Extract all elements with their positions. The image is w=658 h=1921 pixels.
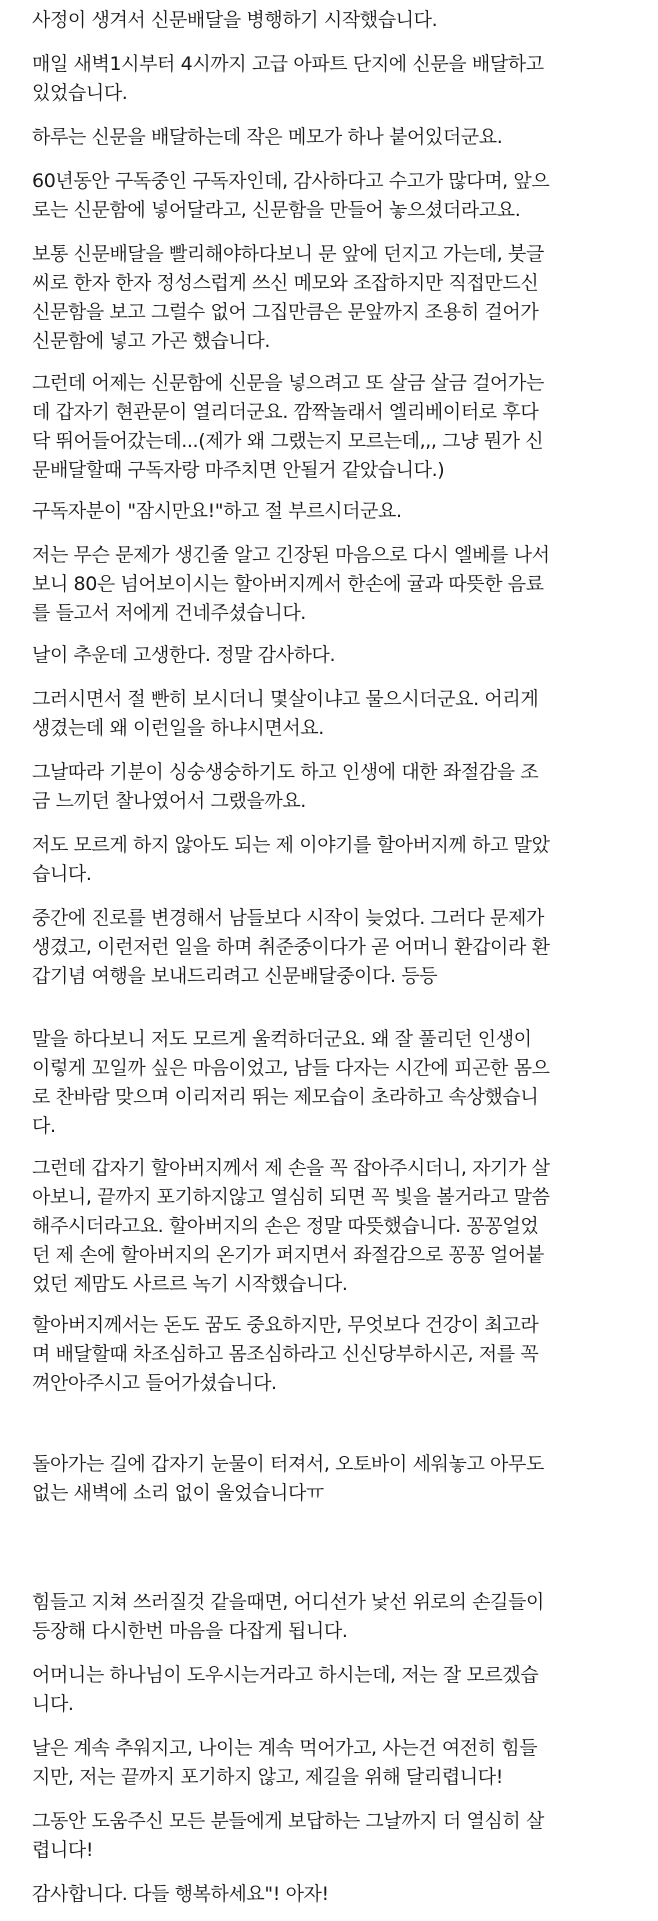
paragraph-8: 저는 무슨 문제가 생긴줄 알고 긴장된 마음으로 다시 엘베를 나서 보니 80은 넘어보이시는 할아버지께서 한손에 귤과 따뜻한 음료 를 들고서 저에게 건네주셨습니다.	[32, 544, 550, 624]
paragraph-4: 60년동안 구독중인 구독자인데, 감사하다고 수고가 많다며, 앞으 로는 신문함에 넣어달라고, 신문함을 만들어 놓으셨더라고요.	[32, 170, 550, 221]
paragraph-5: 보통 신문배달을 빨리해야하다보니 문 앞에 던지고 가는데, 붓글 씨로 한자 한자 정성스럽게 쓰신 메모와 조잡하지만 직접만드신 신문함을 보고 그럴수 없어 그집만큼은 문앞까지 조용히 걸어가 신문함에 넣고 가곤 했습니다.	[32, 243, 544, 352]
paragraph-13: 중간에 진로를 변경해서 남들보다 시작이 늦었다. 그러다 문제가 생겼고, 이런저런 일을 하며 취준중이다가 곧 어머니 환갑이라 환 갑기념 여행을 보내드리려고 신문배달중이다. 등등	[32, 907, 550, 987]
paragraph-11: 그날따라 기분이 싱숭생숭하기도 하고 인생에 대한 좌절감을 조 금 느끼던 찰나였어서 그랬을까요.	[32, 761, 539, 812]
paragraph-2: 매일 새벽1시부터 4시까지 고급 아파트 단지에 신문을 배달하고 있었습니다.	[32, 53, 544, 104]
paragraph-20: 날은 계속 추워지고, 나이는 계속 먹어가고, 사는건 여전히 힘들 지만, 저는 끝까지 포기하지 않고, 제길을 위해 달리렵니다!	[32, 1737, 538, 1788]
paragraph-3: 하루는 신문을 배달하는데 작은 메모가 하나 붙어있더군요.	[32, 126, 503, 148]
paragraph-1: 사정이 생겨서 신문배달을 병행하기 시작했습니다.	[32, 9, 438, 31]
paragraph-18: 힘들고 지쳐 쓰러질것 같을때면, 어디선가 낯선 위로의 손길들이 등장해 다시한번 마음을 다잡게 됩니다.	[32, 1591, 544, 1642]
paragraph-14: 말을 하다보니 저도 모르게 울컥하더군요. 왜 잘 풀리던 인생이 이렇게 꼬일까 싶은 마음이었고, 남들 다자는 시간에 피곤한 몸으 로 찬바람 맞으며 이리저리 뛰는 제모습이 초라하고 속상했습니 다.	[32, 1028, 550, 1137]
paragraph-19: 어머니는 하나님이 도우시는거라고 하시는데, 저는 잘 모르겠습 니다.	[32, 1664, 539, 1715]
paragraph-22: 감사합니다. 다들 행복하세요"! 아자!	[32, 1883, 329, 1905]
paragraph-7: 구독자분이 "잠시만요!"하고 절 부르시더군요.	[32, 500, 402, 522]
paragraph-15: 그런데 갑자기 할아버지께서 제 손을 꼭 잡아주시더니, 자기가 살 아보니, 끝까지 포기하지않고 열심히 되면 꼭 빛을 볼거라고 말씀 해주시더라고요. 할아버지의 손은 정말 따뜻했습니다. 꽁꽁얼었 던 제 손에 할아버지의 온기가 퍼지면서 좌절감으로 꽁꽁 얼어붙 었던 제맘도 사르르 녹기 시작했습니다.	[32, 1157, 550, 1295]
paragraph-21: 그동안 도움주신 모든 분들에게 보답하는 그날까지 더 열심히 살 렵니다!	[32, 1810, 544, 1861]
paragraph-9: 날이 추운데 고생한다. 정말 감사하다.	[32, 644, 336, 666]
paragraph-16: 할아버지께서는 돈도 꿈도 중요하지만, 무엇보다 건강이 최고라 며 배달할때 차조심하고 몸조심하라고 신신당부하시곤, 저를 꼭 껴안아주시고 들어가셨습니다.	[32, 1314, 539, 1394]
paragraph-17: 돌아가는 길에 갑자기 눈물이 터져서, 오토바이 세워놓고 아무도 없는 새벽에 소리 없이 울었습니다ㅠ	[32, 1453, 544, 1504]
paragraph-10: 그러시면서 절 빤히 보시더니 몇살이냐고 물으시더군요. 어리게 생겼는데 왜 이런일을 하냐시면서요.	[32, 688, 539, 739]
paragraph-12: 저도 모르게 하지 않아도 되는 제 이야기를 할아버지께 하고 말았 습니다.	[32, 834, 550, 885]
paragraph-6: 그런데 어제는 신문함에 신문을 넣으려고 또 살금 살금 걸어가는 데 갑자기 현관문이 열리더군요. 깜짝놀래서 엘리베이터로 후다 닥 뛰어들어갔는데...(제가 왜 그랬는지 모르는데,,, 그냥 뭔가 신 문배달할때 구독자랑 마주치면 안될거 같았습니다.)	[32, 372, 544, 481]
